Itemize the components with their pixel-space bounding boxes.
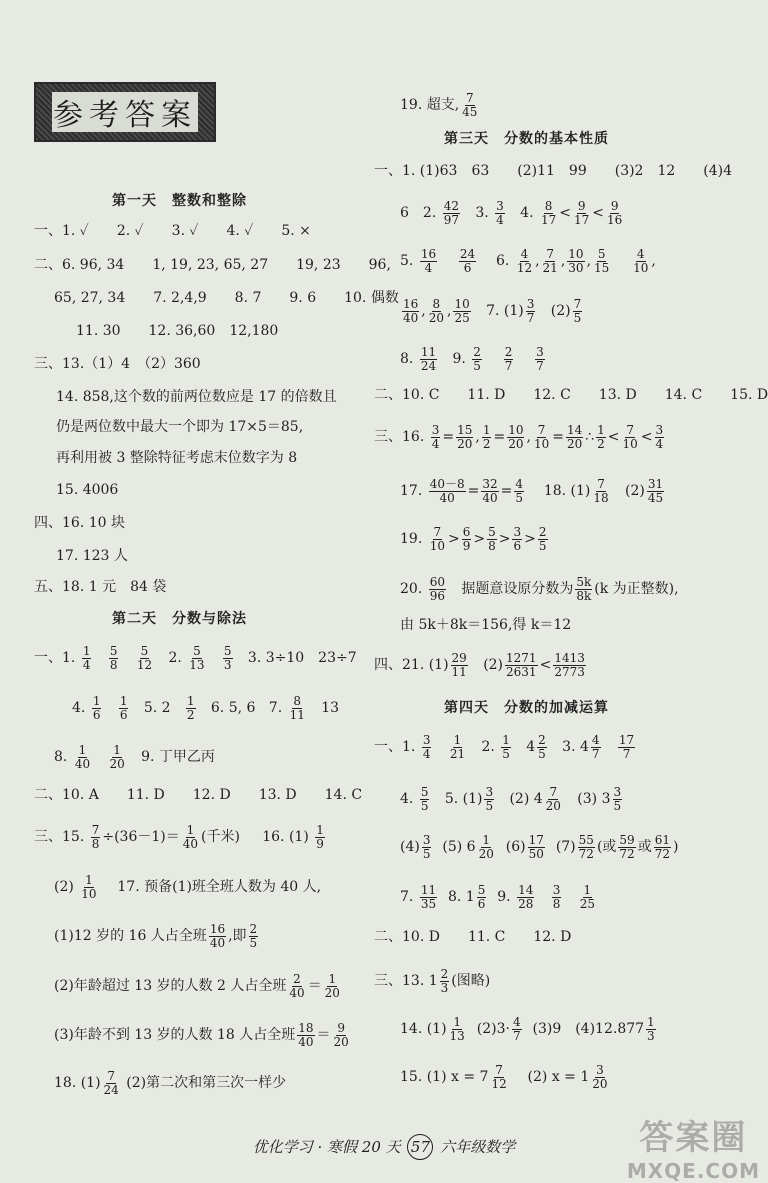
day4-line-7: 14. (1) $\frac{1}{13}$ (2)3· $\frac{4}{7}$ (3)9 (4)12.877 $\frac{1}{3}$ <box>400 1015 655 1043</box>
day3-line-4: $\frac{16}{40}$ , $\frac{8}{20}$ , $\frac{10}{25}$ 7. (1) $\frac{3}{7}$ (2) $\frac{7}{5}$ <box>403 297 582 325</box>
page-title: 参考答案 <box>52 92 198 132</box>
day3-line-3: 5. $\frac{16}{4}$ $\frac{24}{6}$ 6. $\frac{4}{12}$ , $\frac{7}{21}$ , $\frac{10}{30}$ , $\frac{5}{15}$ $\frac{4}{10}$ , <box>400 247 656 275</box>
day1-line-7: 仍是两位数中最大一个即为 17×5＝85, <box>56 419 304 435</box>
day2-line-3: 8. $\frac{1}{40}$ $\frac{1}{20}$ 9. 丁甲乙丙 <box>54 743 215 771</box>
day3-line-11: 由 5k＋8k＝156,得 k＝12 <box>400 617 572 633</box>
day4-line-2: 4. $\frac{5}{5}$ 5. (1) $\frac{3}{5}$ (2) 4 $\frac{7}{20}$ (3) 3 $\frac{3}{5}$ <box>400 785 622 813</box>
day4-title: 第四天 分数的加减运算 <box>444 700 609 716</box>
watermark-bottom-text: MXQE.COM <box>626 1159 760 1183</box>
day3-line-2: 6 2. $\frac{42}{97}$ 3. $\frac{3}{4}$ 4. $\frac{8}{17}$ < $\frac{9}{17}$ < $\frac{9}{16}$ <box>400 199 623 227</box>
day1-line-6: 14. 858,这个数的前两位数应是 17 的倍数且 <box>56 389 337 405</box>
day4-line-4: 7. $\frac{11}{35}$ 8. 1 $\frac{5}{6}$ 9. $\frac{14}{28}$ $\frac{3}{8}$ $\frac{1}{25}$ <box>400 883 595 911</box>
day3-line-1: 一、1. (1)63 63 (2)11 99 (3)2 12 (4)4 <box>374 163 733 179</box>
day1-line-4: 11. 30 12. 36,60 12,180 <box>76 323 279 339</box>
day3-line-12: 四、21. (1) $\frac{29}{11}$ (2) $\frac{1271}{2631}$ < $\frac{1413}{2773}$ <box>374 651 585 679</box>
day1-title: 第一天 整数和整除 <box>112 193 247 209</box>
day2-line-4: 二、10. A 11. D 12. D 13. D 14. C <box>34 787 363 803</box>
day2-line-2: 4. $\frac{1}{6}$ $\frac{1}{6}$ 5. 2 $\frac{1}{2}$ 6. 5, 6 7. $\frac{8}{11}$ 13 <box>72 694 340 722</box>
day2-line-8: (2)年龄超过 13 岁的人数 2 人占全班 $\frac{2}{40}$ ＝ $\frac{1}{20}$ <box>54 972 340 1000</box>
day3-line-8: 17. $\frac{40-8}{40}$ = $\frac{32}{40}$ = $\frac{4}{5}$ 18. (1) $\frac{7}{18}$ (2) $\frac{31}{45}$ <box>400 477 664 505</box>
day4-line-6: 三、13. 1 $\frac{2}{3}$ (图略) <box>374 967 491 995</box>
day2-line-6: (2) $\frac{1}{10}$ 17. 预备(1)班全班人数为 40 人, <box>54 873 322 901</box>
day1-line-10: 四、16. 10 块 <box>34 515 125 531</box>
day3-line-5: 8. $\frac{11}{24}$ 9. $\frac{2}{5}$ $\frac{2}{7}$ $\frac{3}{7}$ <box>400 345 544 373</box>
day1-line-11: 17. 123 人 <box>56 548 128 564</box>
day4-line-5: 二、10. D 11. C 12. D <box>374 929 572 945</box>
day3-title: 第三天 分数的基本性质 <box>444 131 609 147</box>
right-line-19: 19. 超支, $\frac{7}{45}$ <box>400 91 478 119</box>
day3-line-10: 20. $\frac{60}{96}$ 据题意设原分数为 $\frac{5k}{8k}$ (k 为正整数), <box>400 575 679 603</box>
footer-subject: 六年级数学 <box>440 1138 516 1156</box>
day1-line-3: 65, 27, 34 7. 2,4,9 8. 7 9. 6 10. 偶数 <box>54 290 399 306</box>
day4-line-1: 一、1. $\frac{3}{4}$ $\frac{1}{21}$ 2. $\frac{1}{5}$ 4 $\frac{2}{5}$ 3. 4 $\frac{4}{7}$ $\frac{17}{7}$ <box>374 733 635 761</box>
watermark-top-text: 答案圈 <box>639 1118 748 1158</box>
day3-line-9: 19. $\frac{7}{10}$ > $\frac{6}{9}$ > $\frac{5}{8}$ > $\frac{3}{6}$ > $\frac{2}{5}$ <box>400 525 547 553</box>
day1-line-9: 15. 4006 <box>56 482 119 498</box>
day1-line-8: 再利用被 3 整除特征考虑末位数字为 8 <box>56 450 298 466</box>
day4-line-8: 15. (1) x = 7 $\frac{7}{12}$ (2) x = 1 $\frac{3}{20}$ <box>400 1063 608 1091</box>
watermark-logo <box>627 1110 760 1183</box>
day1-line-1: 一、1. ✓ 2. ✓ 3. ✓ 4. ✓ 5. × <box>34 223 311 239</box>
day1-line-5: 三、13.（1）4 （2）360 <box>34 356 201 372</box>
day2-line-10: 18. (1) $\frac{7}{24}$ (2)第二次和第三次一样少 <box>54 1069 287 1097</box>
day2-line-1: 一、1. $\frac{1}{4}$ $\frac{5}{8}$ $\frac{5}{12}$ 2. $\frac{5}{13}$ $\frac{5}{3}$ 3. 3÷10 23÷7 <box>34 644 357 672</box>
day3-line-7: 三、16. $\frac{3}{4}$ = $\frac{15}{20}$ , $\frac{1}{2}$ = $\frac{10}{20}$ , $\frac{7}{10}$ = $\frac{14}{20}$ ∴ $\frac{1}{2}$ < $\frac{7}{10}$ < $\frac{3}{4}$ <box>374 423 664 451</box>
day2-line-9: (3)年龄不到 13 岁的人数 18 人占全班 $\frac{18}{40}$ ＝ $\frac{9}{20}$ <box>54 1021 349 1049</box>
page-number: 57 <box>407 1134 433 1160</box>
title-banner <box>34 82 216 142</box>
day2-line-5: 三、15. $\frac{7}{8}$ ÷(36－1)＝ $\frac{1}{40}$ (千米) 16. (1) $\frac{1}{9}$ <box>34 823 324 851</box>
day2-title: 第二天 分数与除法 <box>112 611 247 627</box>
day1-line-12: 五、18. 1 元 84 袋 <box>34 579 167 595</box>
day3-line-6: 二、10. C 11. D 12. C 13. D 14. C 15. D <box>374 387 768 403</box>
day1-line-2: 二、6. 96, 34 1, 19, 23, 65, 27 19, 23 96, <box>34 257 391 273</box>
footer-book-title: 优化学习 · 寒假 20 天 <box>252 1138 401 1156</box>
day2-line-7: (1)12 岁的 16 人占全班 $\frac{16}{40}$ ,即 $\frac{2}{5}$ <box>54 922 258 950</box>
day4-line-3: (4) $\frac{3}{5}$ (5) 6 $\frac{1}{20}$ (6) $\frac{17}{50}$ (7) $\frac{55}{72}$ (或 $\frac{59}{72}$ 或 $\frac{61}{72}$ ) <box>400 833 679 861</box>
